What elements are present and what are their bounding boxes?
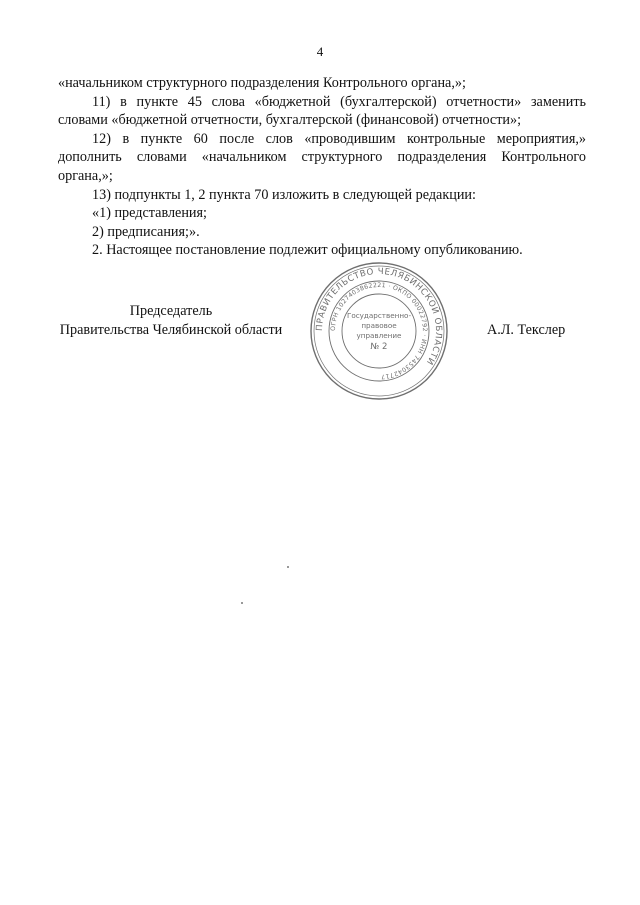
page-number: 4 <box>316 44 324 59</box>
official-stamp <box>308 260 450 402</box>
paragraph-line: «начальником структурного подразделения Контрольного органа,»; <box>58 75 466 91</box>
stamp-inner-text: управление <box>356 331 402 340</box>
paragraph-line: 12) в пункте 60 после слов «проводившим контрольные мероприятия,» <box>92 130 586 147</box>
paragraph-line: словами «бюджетной отчетности, бухгалтерской (финансовой) отчетности»; <box>58 112 522 129</box>
document-body <box>58 74 586 260</box>
signatory-title-line: Правительства Челябинской области <box>59 322 283 338</box>
paragraph-line: «1) представления; <box>92 205 207 222</box>
paragraph-line: органа,»; <box>58 167 113 184</box>
paragraph-line: 2) предписания;». <box>92 223 200 240</box>
paragraph-line: дополнить словами «начальником структурного подразделения Контрольного <box>58 149 586 166</box>
signatory-name: А.Л. Текслер <box>487 322 566 338</box>
scan-speck <box>241 602 243 604</box>
paragraph-line: 11) в пункте 45 слова «бюджетной (бухгалтерской) отчетности» заменить <box>92 93 586 110</box>
signatory-title-line: Председатель <box>129 303 213 319</box>
stamp-codes-text: ОГРН 1027403862221 · ОКПО 00022792 · ИНН 7453042717 <box>329 281 429 381</box>
signatory-title <box>56 302 286 340</box>
stamp-inner-number: № 2 <box>370 342 388 352</box>
stamp-inner-text: Государственно- <box>346 311 412 320</box>
paragraph-line: 13) подпункты 1, 2 пункта 70 изложить в следующей редакции: <box>92 186 476 203</box>
stamp-outer-text: ПРАВИТЕЛЬСТВО ЧЕЛЯБИНСКОЙ ОБЛАСТИ <box>314 266 444 367</box>
paragraph-line: 2. Настоящее постановление подлежит официальному опубликованию. <box>92 242 523 259</box>
stamp-inner-text: правовое <box>361 321 397 330</box>
scan-speck <box>287 566 289 568</box>
